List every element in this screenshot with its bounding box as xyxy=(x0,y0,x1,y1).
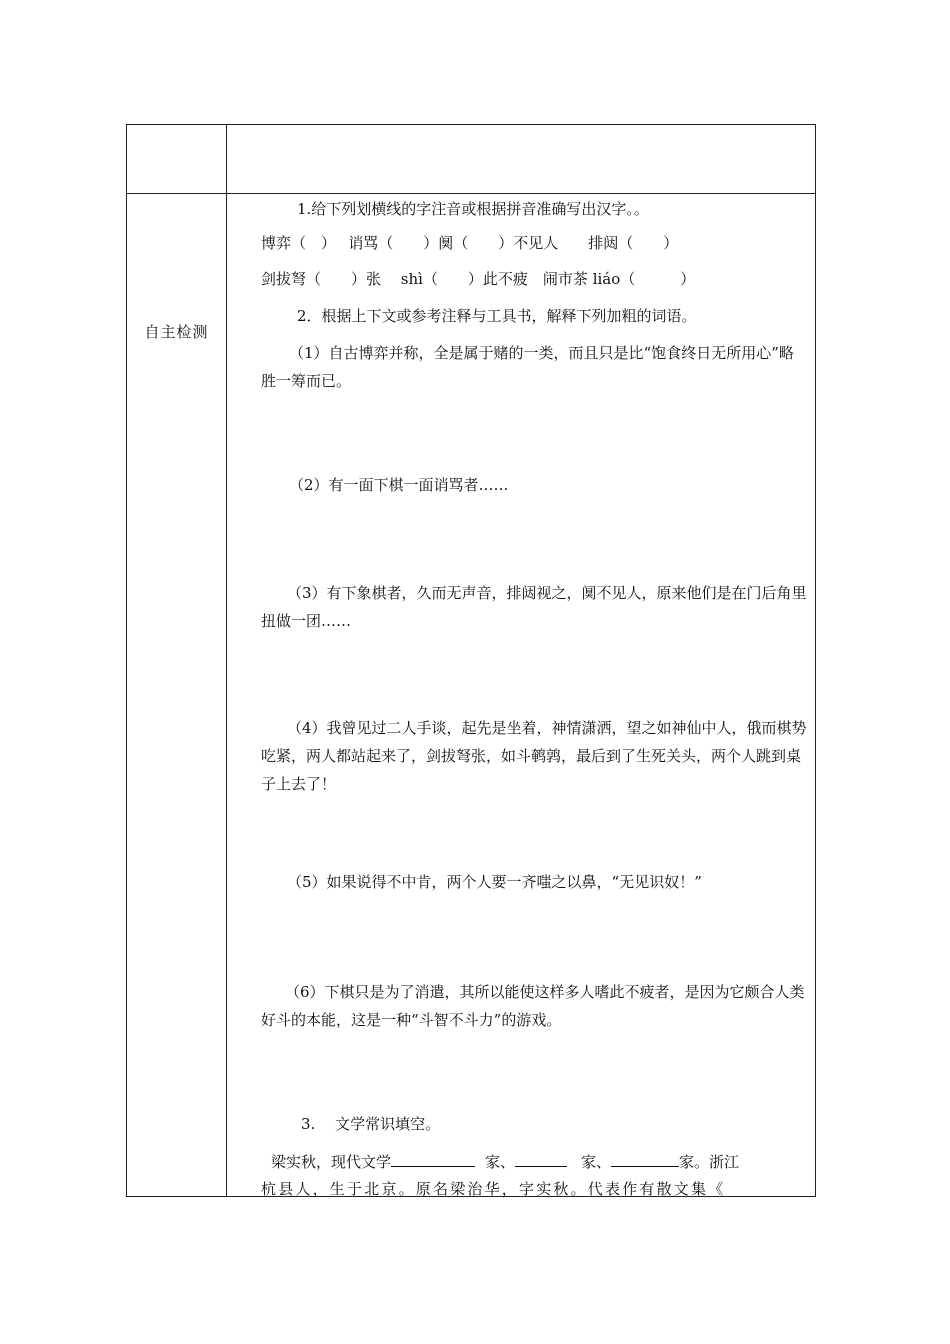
q1-line1: 博弈（ ） 诮骂（ ）阒（ ）不见人 排闼（ ） xyxy=(261,234,679,252)
q2-item-3: （3）有下象棋者，久而无声音，排闼视之，阒不见人，原来他们是在门后角里扭做一团…… xyxy=(261,584,807,630)
worksheet-table xyxy=(126,124,816,1197)
q3-fill-c: 家、 xyxy=(581,1153,612,1171)
q3-blank-2[interactable] xyxy=(515,1150,567,1167)
q2-title: 2．根据上下文或参考注释与工具书，解释下列加粗的词语。 xyxy=(297,307,697,325)
q3-title: 3. 文学常识填空。 xyxy=(301,1115,441,1133)
q1-line2: 剑拔弩（ ）张 shì（ ）此不疲 闹市茶 liáo（ ） xyxy=(261,270,696,288)
q3-blank-3[interactable] xyxy=(611,1150,679,1167)
q3-line2: 杭县人，生于北京。原名梁治华，字实秋。代表作有散文集《 xyxy=(261,1180,726,1198)
q3-fill-line xyxy=(261,1148,739,1176)
q3-fill-a: 梁实秋，现代文学 xyxy=(271,1153,392,1171)
column-divider xyxy=(226,125,227,1196)
row-label: 自主检测 xyxy=(144,323,209,341)
q1-title: 1.给下列划横线的字注音或根据拼音准确写出汉字。。 xyxy=(297,200,649,218)
q2-item-5: （5）如果说得不中肯，两个人要一齐嗤之以鼻，“无见识奴！” xyxy=(287,873,702,891)
q3-fill-d: 家。浙江 xyxy=(679,1153,740,1171)
q2-item-1: （1）自古博弈并称，全是属于赌的一类，而且只是比“饱食终日无所用心”略胜一筹而已。 xyxy=(261,344,794,390)
row-divider xyxy=(127,193,815,194)
q2-item-4: （4）我曾见过二人手谈，起先是坐着，神情潇洒，望之如神仙中人，俄而棋势吃紧，两人都站起来了，剑拔弩张，如斗鹌鹑，最后到了生死关头，两个人跳到桌子上去了！ xyxy=(261,719,807,793)
q2-item-2: （2）有一面下棋一面诮骂者…… xyxy=(289,476,509,494)
q3-fill-b: 家、 xyxy=(485,1153,516,1171)
q2-item-6: （6）下棋只是为了消遣，其所以能使这样多人嗜此不疲者，是因为它颇合人类好斗的本能，这是一种“斗智不斗力”的游戏。 xyxy=(261,983,805,1029)
q3-blank-1[interactable] xyxy=(391,1150,475,1167)
